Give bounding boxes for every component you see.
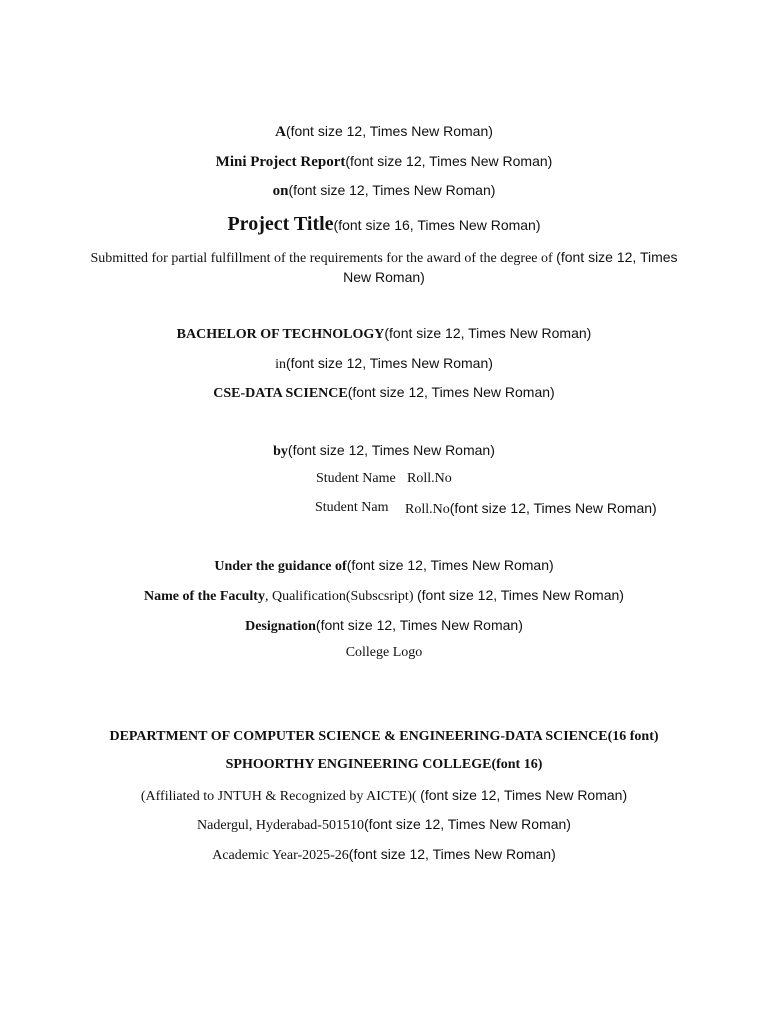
- degree-name: BACHELOR OF TECHNOLOGY: [176, 327, 385, 342]
- line-address: [0, 817, 768, 833]
- branch-name: CSE-DATA SCIENCE: [213, 386, 348, 401]
- college-name: SPHOORTHY ENGINEERING COLLEGE(font 16): [225, 757, 543, 772]
- student-roll-line: [405, 501, 657, 517]
- address-text: Nadergul, Hyderabad-501510: [197, 818, 364, 833]
- student-name: Student Name: [316, 471, 396, 486]
- line-guidance: [0, 558, 768, 574]
- submitted-text: Submitted for partial fulfillment of the requirements for the award of the degree of: [90, 251, 557, 266]
- line-designation: [0, 618, 768, 634]
- font-note: (font size 12, Times New Roman): [363, 816, 571, 832]
- project-title: Project Title: [227, 213, 334, 235]
- font-note: (font size 12, Times New Roman): [384, 325, 592, 341]
- student-roll: Roll.No: [407, 471, 452, 486]
- in-word: in: [275, 357, 286, 372]
- font-note: (font size 12, Times New Roman): [420, 787, 628, 803]
- student-name: Student Nam: [315, 500, 389, 515]
- department-name: DEPARTMENT OF COMPUTER SCIENCE & ENGINEERING-DATA SCIENCE(16 font): [109, 729, 659, 744]
- academic-year: Academic Year-2025-26: [212, 848, 349, 863]
- line-by: [0, 443, 768, 459]
- font-note: (font size 12, Times New Roman): [346, 557, 554, 573]
- line-branch: [0, 385, 768, 401]
- faculty-qualification: , Qualification(Subscsript): [264, 589, 417, 604]
- font-note: (font size 12, Times New Roman): [345, 153, 553, 169]
- font-note: (font size 12, Times New Roman): [347, 384, 555, 400]
- article-a: A: [275, 124, 286, 140]
- line-project-title: [0, 214, 768, 234]
- line-in: [0, 356, 768, 372]
- guidance-heading: Under the guidance of: [214, 559, 347, 574]
- line-faculty: [0, 588, 768, 604]
- designation: Designation: [245, 619, 316, 634]
- font-note: (font size 12, Times New Roman): [285, 355, 493, 371]
- faculty-name: Name of the Faculty: [144, 589, 265, 604]
- font-note: (font size 12, Times New Roman): [416, 587, 624, 603]
- font-note: (font size 12, Times New Roman): [449, 500, 657, 516]
- report-type: Mini Project Report: [215, 154, 346, 170]
- line-academic-year: [0, 847, 768, 863]
- on-word: on: [272, 183, 289, 199]
- line-degree: [0, 326, 768, 342]
- student-roll: Roll.No: [405, 502, 450, 517]
- line-a: [0, 124, 768, 140]
- line-report-type: [0, 154, 768, 170]
- line-affiliation: [0, 788, 768, 804]
- college-logo-placeholder: College Logo: [345, 645, 423, 660]
- font-note: (font size 12, Times New Roman): [287, 442, 495, 458]
- font-note: (font size 12, Times New Roman): [285, 123, 493, 139]
- font-note: (font size 12, Times New Roman): [348, 846, 556, 862]
- font-note: (font size 16, Times New Roman): [333, 217, 541, 233]
- by-word: by: [273, 444, 288, 459]
- font-note: (font size 12, Times New Roman): [288, 182, 496, 198]
- line-on: [0, 183, 768, 199]
- affiliation-text: (Affiliated to JNTUH & Recognized by AICTE)(: [140, 789, 421, 804]
- submitted-paragraph: [90, 248, 678, 288]
- font-note: (font size 12, Times New Roman): [343, 249, 678, 285]
- font-note: (font size 12, Times New Roman): [315, 617, 523, 633]
